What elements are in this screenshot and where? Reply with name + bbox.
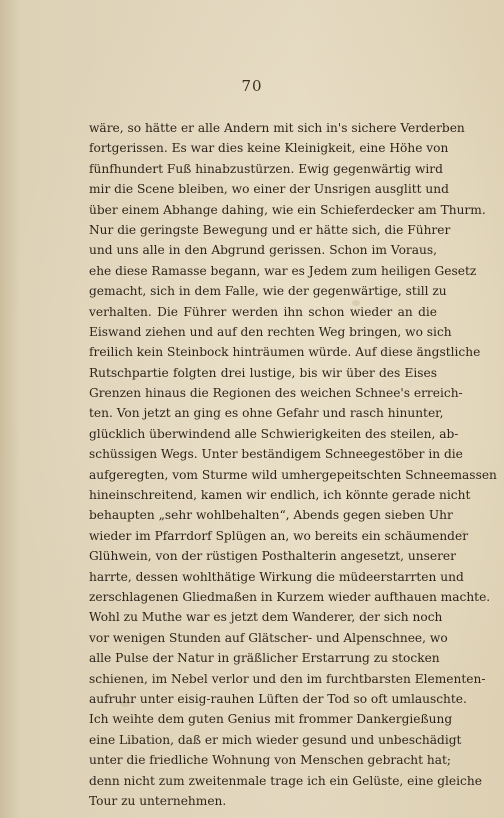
text-line: fortgerissen. Es war dies keine Kleinigkeit, eine Höhe von: [89, 141, 449, 156]
text-line: schüssigen Wegs. Unter beständigem Schneegestöber in die: [89, 447, 463, 462]
text-line: mir die Scene bleiben, wo einer der Unsrigen ausglitt und: [89, 182, 449, 197]
text-line: zerschlagenen Gliedmaßen in Kurzem wieder aufthauen machte.: [89, 589, 491, 604]
text-line: Eiswand ziehen und auf den rechten Weg bringen, wo sich: [89, 324, 452, 339]
text-line: wäre, so hätte er alle Andern mit sich in's sichere Verderben: [89, 121, 465, 135]
text-line: Tour zu unternehmen.: [89, 793, 227, 808]
text-line: über einem Abhange dahing, wie ein Schieferdecker am Thurm.: [89, 202, 486, 217]
text-line: Glühwein, von der rüstigen Posthalterin angesetzt, unserer: [89, 549, 456, 564]
text-line: Nur die geringste Bewegung und er hätte sich, die Führer: [89, 222, 451, 237]
text-line: eine Libation, daß er mich wieder gesund und unbeschädigt: [89, 732, 462, 747]
text-line: verhalten. Die Führer werden ihn schon wieder an die: [89, 304, 437, 319]
text-line: Wohl zu Muthe war es jetzt dem Wanderer, der sich noch: [89, 610, 443, 625]
text-line: aufruhr unter eisig-rauhen Lüften der Tod so oft umlauschte.: [89, 691, 467, 706]
text-line: schienen, im Nebel verlor und den im furchtbarsten Elementen-: [89, 671, 486, 686]
text-line: Rutschpartie folgten drei lustige, bis wir über des Eises: [89, 365, 437, 380]
text-line: hineinschreitend, kamen wir endlich, ich könnte gerade nicht: [89, 488, 471, 503]
text-line: aufgeregten, vom Sturme wild umhergepeitschten Schneemassen: [89, 467, 497, 482]
text-line: alle Pulse der Natur in gräßlicher Erstarrung zu stocken: [89, 651, 440, 666]
text-line: harrte, dessen wohlthätige Wirkung die müdeerstarrten und: [89, 569, 464, 584]
text-line: behaupten „sehr wohlbehalten“, Abends gegen sieben Uhr: [89, 508, 453, 523]
text-line: ten. Von jetzt an ging es ohne Gefahr und rasch hinunter,: [89, 406, 444, 421]
text-line: gemacht, sich in dem Falle, wie der gegenwärtige, still zu: [89, 284, 447, 299]
text-line: Grenzen hinaus die Regionen des weichen Schnee's erreich-: [89, 386, 463, 401]
text-line: Ich weihte dem guten Genius mit frommer Dankergießung: [89, 712, 453, 727]
text-line: denn nicht zum zweitenmale trage ich ein Gelüste, eine gleiche: [89, 773, 482, 788]
text-line: freilich kein Steinbock hinträumen würde. Auf diese ängstliche: [89, 345, 481, 360]
text-line: und uns alle in den Abgrund gerissen. Schon im Voraus,: [89, 243, 437, 258]
text-line: wieder im Pfarrdorf Splügen an, wo bereits ein schäumender: [89, 528, 469, 543]
text-line: vor wenigen Stunden auf Glätscher- und Alpenschnee, wo: [89, 630, 448, 645]
text-line: glücklich überwindend alle Schwierigkeiten des steilen, ab-: [89, 426, 459, 441]
page-number: 70: [241, 77, 263, 95]
body-text: [89, 118, 497, 811]
text-line: fünfhundert Fuß hinabzustürzen. Ewig gegenwärtig wird: [89, 161, 443, 176]
text-line: ehe diese Ramasse begann, war es Jedem zum heiligen Gesetz: [89, 263, 477, 278]
text-line: unter die friedliche Wohnung von Menschen gebracht hat;: [89, 753, 452, 768]
